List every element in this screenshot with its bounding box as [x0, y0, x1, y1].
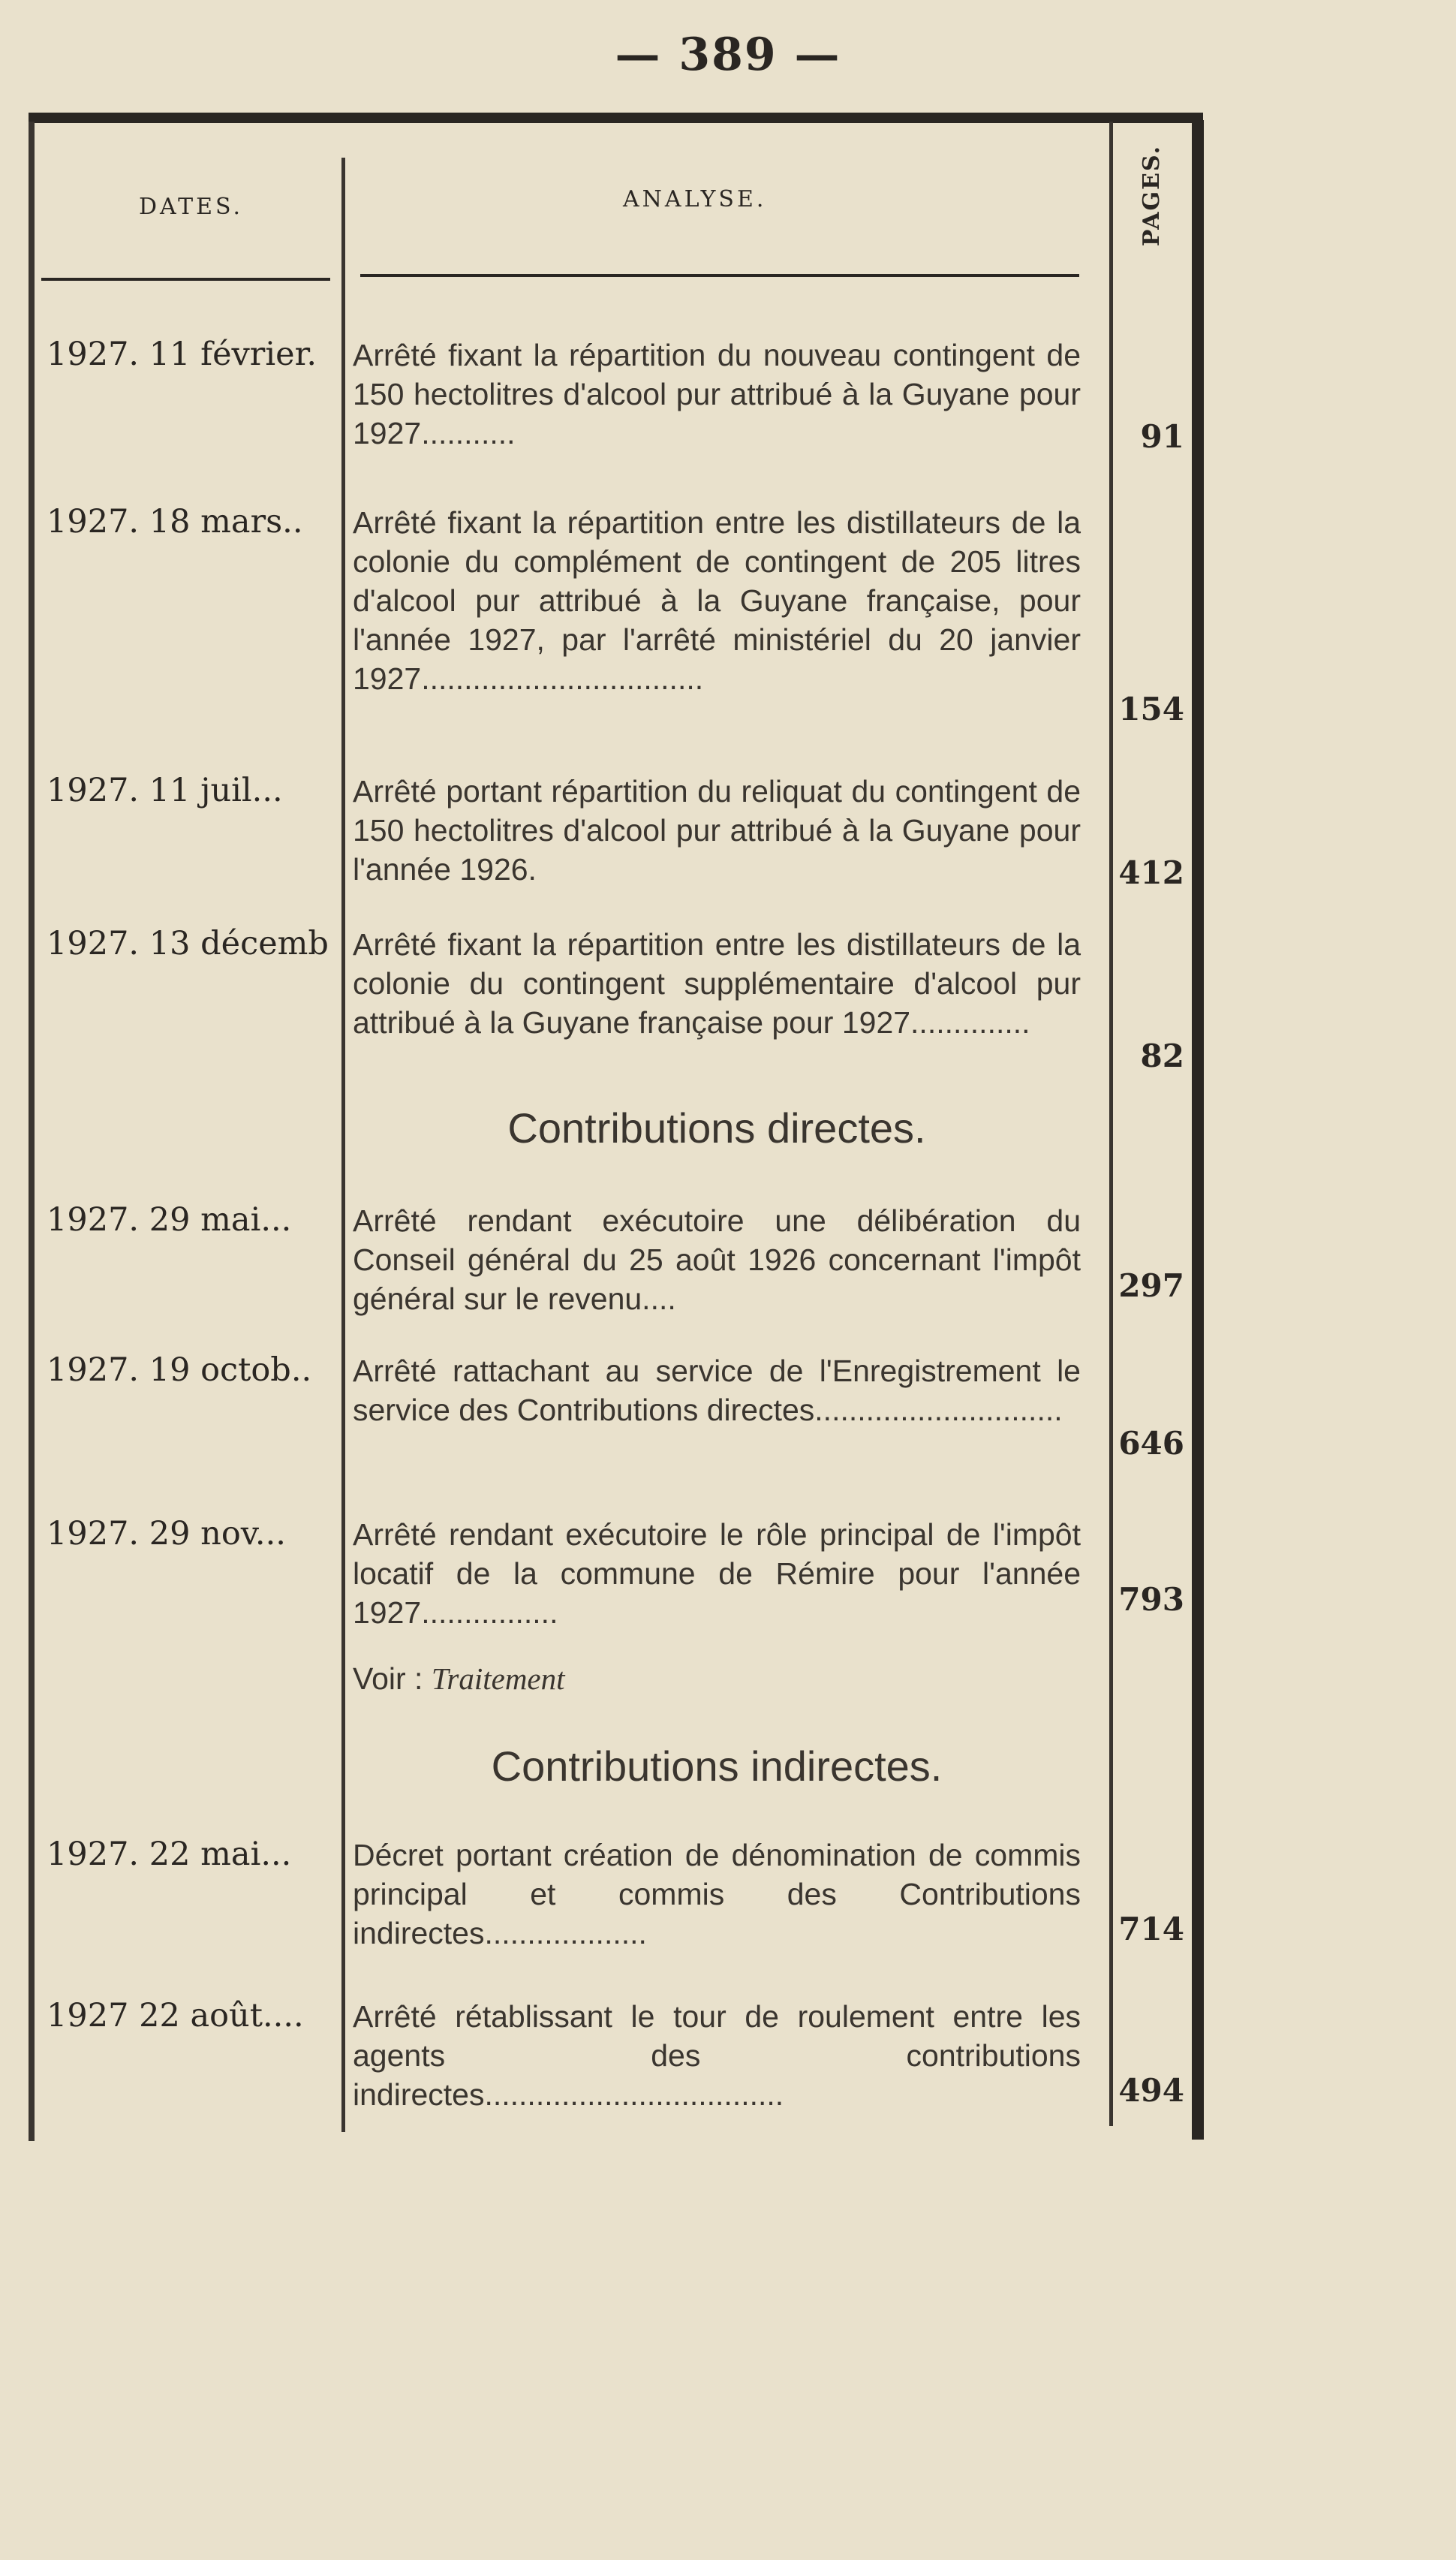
- left-rule: [29, 122, 35, 2141]
- entry-analyse: Arrêté rattachant au service de l'Enregistrement le service des Contributions directes.............................: [353, 1354, 1081, 1427]
- header-dates: DATES.: [139, 194, 244, 220]
- entry-date: 1927. 18 mars..: [47, 503, 303, 541]
- page-number: — 389 —: [615, 29, 841, 81]
- entry-analyse: Arrêté fixant la répartition entre les distillateurs de la colonie du contingent supplémentaire d'alcool pur attribué à la Guyane française pour 1927..............: [353, 927, 1081, 1040]
- entry-analyse: Arrêté fixant la répartition du nouveau contingent de 150 hectolitres d'alcool pur attribué à la Guyane pour 1927...........: [353, 338, 1081, 450]
- entry-date: 1927. 22 mai...: [47, 1836, 292, 1873]
- column-divider-analyse: [1109, 122, 1113, 2126]
- entry-analyse: Arrêté portant répartition du reliquat du contingent de 150 hectolitres d'alcool pur attribué à la Guyane pour l'année 1926.: [353, 774, 1081, 887]
- entry-page: 714: [1118, 1911, 1184, 1947]
- column-divider-dates: [341, 158, 345, 2132]
- entry-date: 1927. 19 octob..: [47, 1351, 312, 1389]
- header-analyse-underline: [360, 274, 1079, 277]
- entry-page: 646: [1118, 1425, 1184, 1462]
- entry-date: 1927. 13 décemb: [47, 925, 329, 962]
- header-pages-label: PAGES.: [1139, 144, 1166, 246]
- entry-analyse: Arrêté fixant la répartition entre les distillateurs de la colonie du complément de contingent de 205 litres d'alcool pur attribué à la Guyane française, pour l'année 1927, par l'arrêté ministériel du 20 janvier 1927.................................: [353, 505, 1081, 696]
- entry-page: 297: [1118, 1267, 1184, 1304]
- entry-page: 82: [1140, 1038, 1184, 1074]
- entry-date: 1927. 11 juil...: [47, 772, 283, 809]
- entry-analyse: Arrêté rendant exécutoire une délibération du Conseil général du 25 août 1926 concernant l'impôt général sur le revenu....: [353, 1203, 1081, 1316]
- right-rule: [1192, 120, 1204, 2140]
- cross-reference-label: Voir :: [353, 1661, 423, 1696]
- entry-date: 1927 22 août....: [47, 1997, 304, 2034]
- entry-page: 91: [1140, 418, 1184, 455]
- entry-analyse: Arrêté rétablissant le tour de roulement entre les agents des contributions indirectes...................................: [353, 1999, 1081, 2112]
- entry-page: 154: [1118, 691, 1184, 727]
- entry-page: 793: [1118, 1581, 1184, 1618]
- top-rule: [29, 113, 1203, 123]
- entry-analyse: Arrêté rendant exécutoire le rôle principal de l'impôt locatif de la commune de Rémire pour l'année 1927................: [353, 1517, 1081, 1630]
- entry-date: 1927. 29 nov...: [47, 1515, 286, 1553]
- entry-date: 1927. 29 mai...: [47, 1201, 292, 1239]
- header-dates-underline: [41, 278, 330, 281]
- header-pages: [1118, 128, 1186, 263]
- section-title-contributions-directes: Contributions directes.: [507, 1104, 926, 1152]
- entry-page: 412: [1118, 854, 1184, 891]
- cross-reference-target: Traitement: [431, 1661, 565, 1696]
- header-analyse: ANALYSE.: [623, 186, 767, 212]
- entry-analyse: Décret portant création de dénomination de commis principal et commis des Contributions indirectes...................: [353, 1838, 1081, 1950]
- cross-reference: [353, 1661, 1081, 1697]
- section-title-contributions-indirectes: Contributions indirectes.: [491, 1742, 943, 1790]
- entry-page: 494: [1118, 2072, 1184, 2109]
- entry-date: 1927. 11 février.: [47, 336, 317, 373]
